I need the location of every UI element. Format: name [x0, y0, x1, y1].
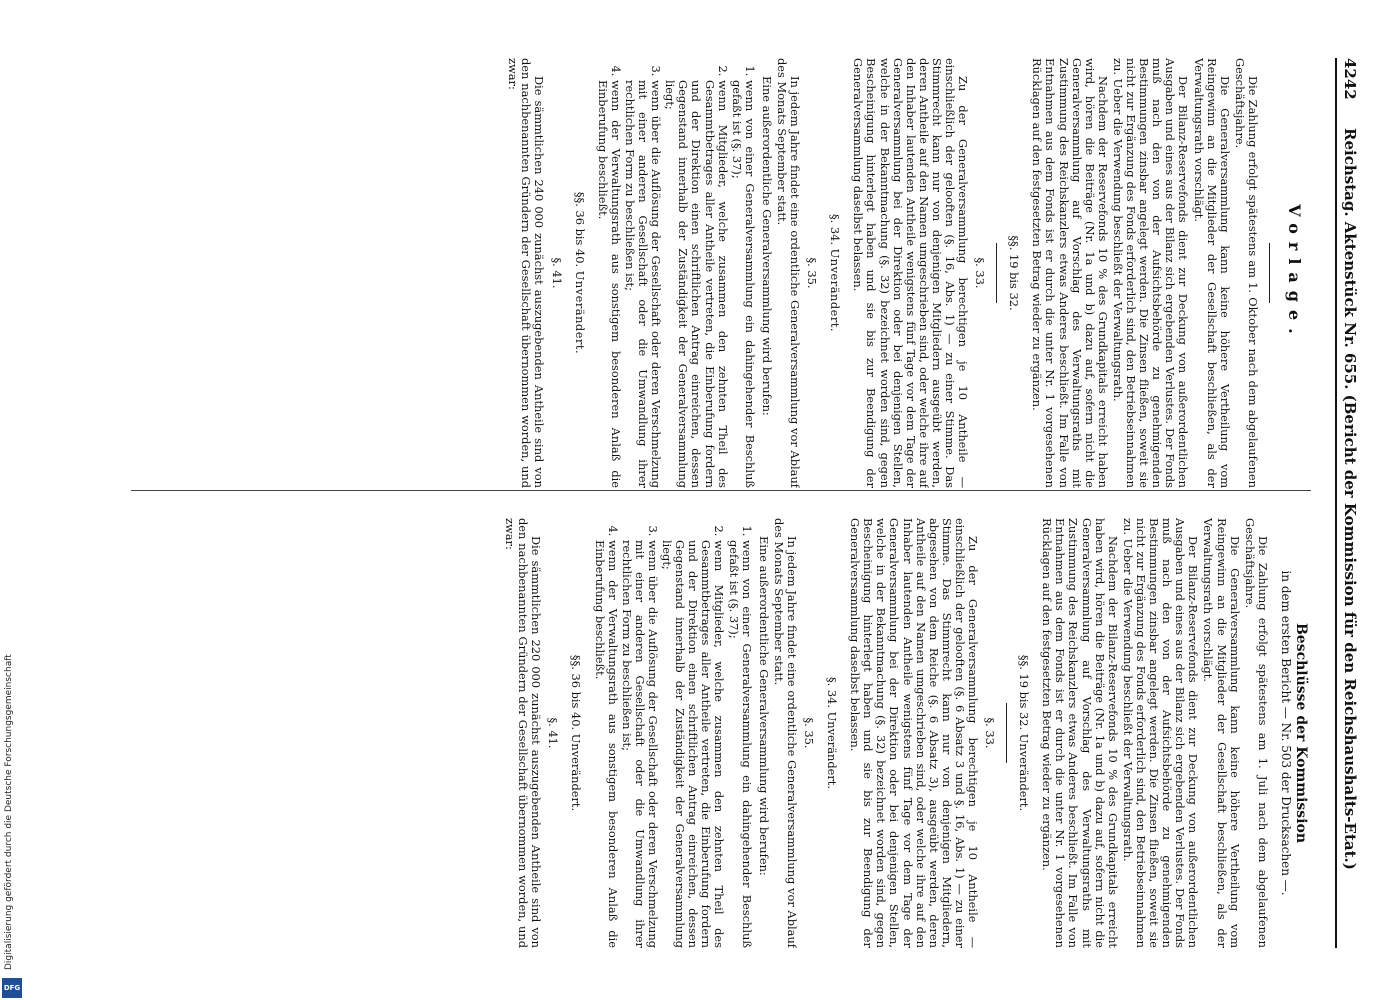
convocation-list — [593, 518, 753, 948]
list-item: 3. wenn über die Auflösung der Gesellschaft oder deren Verschmelzung mit einer anderen Gesellschaft oder die Umwandlung ihrer rechtlichen Form zu beschließen ist; — [620, 540, 659, 948]
column-title-beschluesse: Beschlüsse der Kommission — [1293, 622, 1309, 844]
list-item: 2. wenn Mitglieder, welche zusammen den zehnten Theil des Gesammtbetrages aller Antheile vertreten, die Einberufung fordern und der Direktion einen schriftlichen Antrag einreichen, dessen Gegenstand innerhalb der Zuständigkeit der Generalversammlung liegt; — [660, 540, 725, 948]
paragraph: Der Bilanz-Reservefonds dient zur Deckung von außerordentlichen Ausgaben und eines aus der Bilanz sich ergebenden Verlustes. Der Fonds muß nach den von der Aufsichtsbehörde zu genehmigenden Bestimmungen zinsbar angelegt werden. Die Zinsen fließen, soweit sie nicht zur Ergänzung des Fonds erforderlich sind, den Betriebseinnahmen zu. Ueber die Verwendung beschließt der Verwaltungsrath. — [1120, 518, 1201, 948]
page-number: 4242 — [1341, 58, 1359, 100]
list-item: 4. wenn der Verwaltungsrath aus sonstigem besonderen Anlaß die Einberufung beschließt. — [593, 540, 619, 948]
list-item: 1. wenn von einer Generalversammlung ein dahingehender Beschluß gefaßt ist (§. 37); — [730, 80, 756, 488]
paragraph: In jedem Jahre findet eine ordentliche Generalversammlung vor Ablauf des Monats September statt. — [775, 58, 803, 488]
section-heading: §. 41. — [549, 257, 564, 289]
list-item: 3. wenn über die Auflösung der Gesellschaft oder deren Verschmelzung mit einer anderen Gesellschaft oder die Umwandlung ihrer rechtlichen Form zu beschließen ist; — [623, 80, 662, 488]
list-item: 1. wenn von einer Generalversammlung ein dahingehender Beschluß gefaßt ist (§. 37); — [726, 540, 752, 948]
list-item: 2. wenn Mitglieder, welche zusammen den zehnten Theil des Gesammtbetrages aller Antheile vertreten, die Einberufung fordern und der Direktion einen schriftlichen Antrag einreichen, dessen Gegenstand innerhalb der Zuständigkeit der Generalversammlung liegt; — [663, 80, 728, 488]
running-header — [1335, 58, 1359, 948]
paragraph: Die Generalversammlung kann keine höhere Vertheilung vom Reingewinn an die Mitglieder der Gesellschaft beschließen, als der Verwaltungsrath vorschlägt. — [1191, 58, 1232, 488]
digitization-credit: Digitalisierung gefördert durch die Deutsche Forschungsgemeinschaft — [4, 654, 14, 970]
paragraph: Die Zahlung erfolgt spätestens am 1. Juli nach dem abgelaufenen Geschäftsjahre. — [1242, 518, 1270, 948]
paragraph: Die sämmtlichen 240 000 zunächst auszugebenden Antheile sind von den nachbenannten Gründern der Gesellschaft übernommen worden, und zwar: — [506, 58, 547, 488]
section-number: §§. 36 bis 40. — [572, 191, 587, 268]
paragraph: Eine außerordentliche Generalversammlung wird berufen: — [756, 536, 771, 876]
dfg-logo: DFG — [2, 978, 22, 998]
unchanged-label: Unverändert. — [828, 248, 843, 333]
section-heading — [828, 58, 841, 488]
paragraph: Zu der Generalversammlung berechtigen je 10 Antheile — einschließlich der gelooften (§. 16, Abs. 1) — zu einer Stimme. Das Stimmrecht kann nur von denjenigen Mitgliedern ausgeübt werden, deren Antheile auf den Namen umgeschrieben sind, oder welche ihre auf den Inhaber lautenden Antheile wenigstens fünf Tage vor dem Tage der Generalversammlung bei der Direktion oder bei denjenigen Stellen, welche in der Bekanntmachung (§. 32) bezeichnet worden sind, gegen Bescheinigung hinterlegt haben und sie bis zur Beendigung der Generalversammlung daselbst belassen. — [851, 58, 971, 488]
section-rule — [1006, 703, 1007, 763]
paragraph: Die Generalversammlung kann keine höhere Vertheilung vom Reingewinn an die Mitglieder der Gesellschaft beschließen, als der Verwaltungsrath vorschlägt. — [1201, 518, 1242, 948]
section-heading: §§. 19 bis 32. Unverändert. — [1017, 654, 1032, 812]
unchanged-label: Unverändert. — [572, 270, 587, 355]
section-heading: §. 41. — [546, 717, 561, 749]
paragraph: Zu der Generalversammlung berechtigen je 10 Antheile — einschließlich der gelooften (§. 6 Absatz 3 und §. 16, Abs. 1) — zu einer Stimme. Das Stimmrecht kann nur von denjenigen Mitgliedern, abgesehen von dem Reiche (§. 6 Absatz 3), ausgeübt werden, deren Antheile auf den Namen umgeschrieben sind, oder welche ihre auf den Inhaber lautenden Antheile wenigstens fünf Tage vor dem Tage der Generalversammlung bei der Direktion oder bei denjenigen Stellen, welche in der Bekanntmachung (§. 32) bezeichnet worden sind, gegen Bescheinigung hinterlegt haben und sie bis zur Beendigung der Generalversammlung daselbst belassen. — [848, 518, 981, 948]
convocation-list — [596, 58, 756, 488]
running-title: Reichstag. Aktenstück Nr. 655. (Bericht der Kommission für den Reichshaushalts-Etat.) — [1341, 128, 1359, 870]
column-beschluesse — [89, 518, 1309, 948]
list-item: 4. wenn der Verwaltungsrath aus sonstigem besonderen Anlaß die Einberufung beschließt. — [596, 80, 622, 488]
paragraph: Eine außerordentliche Generalversammlung wird berufen: — [759, 76, 774, 416]
section-number: §. 34. — [828, 213, 843, 246]
section-rule — [996, 243, 997, 303]
section-heading: §. 35. — [802, 717, 816, 749]
paragraph: In jedem Jahre findet eine ordentliche Generalversammlung vor Ablauf des Monats September statt. — [771, 518, 799, 948]
section-heading: §. 33. — [983, 717, 998, 749]
title-rule — [1269, 243, 1270, 303]
paragraph: Nachdem der Reservefonds 10 % des Grundkapitals erreicht haben wird, hören die Beiträge (Nr. 1a und b) dazu auf, sofern nicht die Generalversammlung auf Vorschlag des Verwaltungsraths mit Zustimmung des Reichskanzlers etwas Anderes beschließt. Im Falle von Entnahmen aus dem Fonds ist er durch die unter Nr. 1 vorgesehenen Rücklagen auf den festgesetzten Betrag wieder zu ergänzen. — [1030, 58, 1110, 488]
column-divider — [131, 490, 1311, 491]
section-heading — [573, 58, 586, 488]
paragraph: Die sämmtlichen 220 000 zunächst auszugebenden Antheile sind von den nachbenannten Gründern der Gesellschaft übernommen worden, und zwar: — [503, 518, 544, 948]
section-heading: §. 34. Unverändert. — [825, 676, 840, 790]
section-heading: §§. 36 bis 40. Unverändert. — [569, 654, 584, 812]
paragraph: Der Bilanz-Reservefonds dient zur Deckung von außerordentlichen Ausgaben und eines aus der Bilanz sich ergebenden Verlustes. Der Fonds muß nach den von der Aufsichtsbehörde zu genehmigenden Bestimmungen zinsbar angelegt werden. Die Zinsen fließen, soweit sie nicht zur Ergänzung des Fonds erforderlich sind, den Betriebseinnahmen zu. Ueber die Verwendung beschließt der Verwaltungsrath. — [1110, 58, 1191, 488]
paragraph: Nachdem der Bilanz-Reservefonds 10 % des Grundkapitals erreicht haben wird, hören die Beiträge (Nr. 1a und b) dazu auf, sofern nicht die Generalversammlung auf Vorschlag des Verwaltungsraths mit Zustimmung des Reichskanzlers etwas Anderes beschließt. Im Falle von Entnahmen aus dem Fonds ist er durch die unter Nr. 1 vorgesehenen Rücklagen auf den festgesetzten Betrag wieder zu ergänzen. — [1040, 518, 1120, 948]
section-heading: §. 35. — [805, 257, 820, 289]
section-heading: §§. 19 bis 32. — [1007, 235, 1022, 311]
column-title-vorlage: Vorlage. — [1285, 204, 1304, 342]
column-vorlage — [89, 58, 1309, 488]
section-heading: §. 33. — [973, 257, 988, 289]
column-subtitle: in dem ersten Bericht — Nr. 503 der Drucksachen —. — [1278, 570, 1293, 896]
paragraph: Die Zahlung erfolgt spätestens am 1. Oktober nach dem abgelaufenen Geschäftsjahre. — [1232, 58, 1260, 488]
